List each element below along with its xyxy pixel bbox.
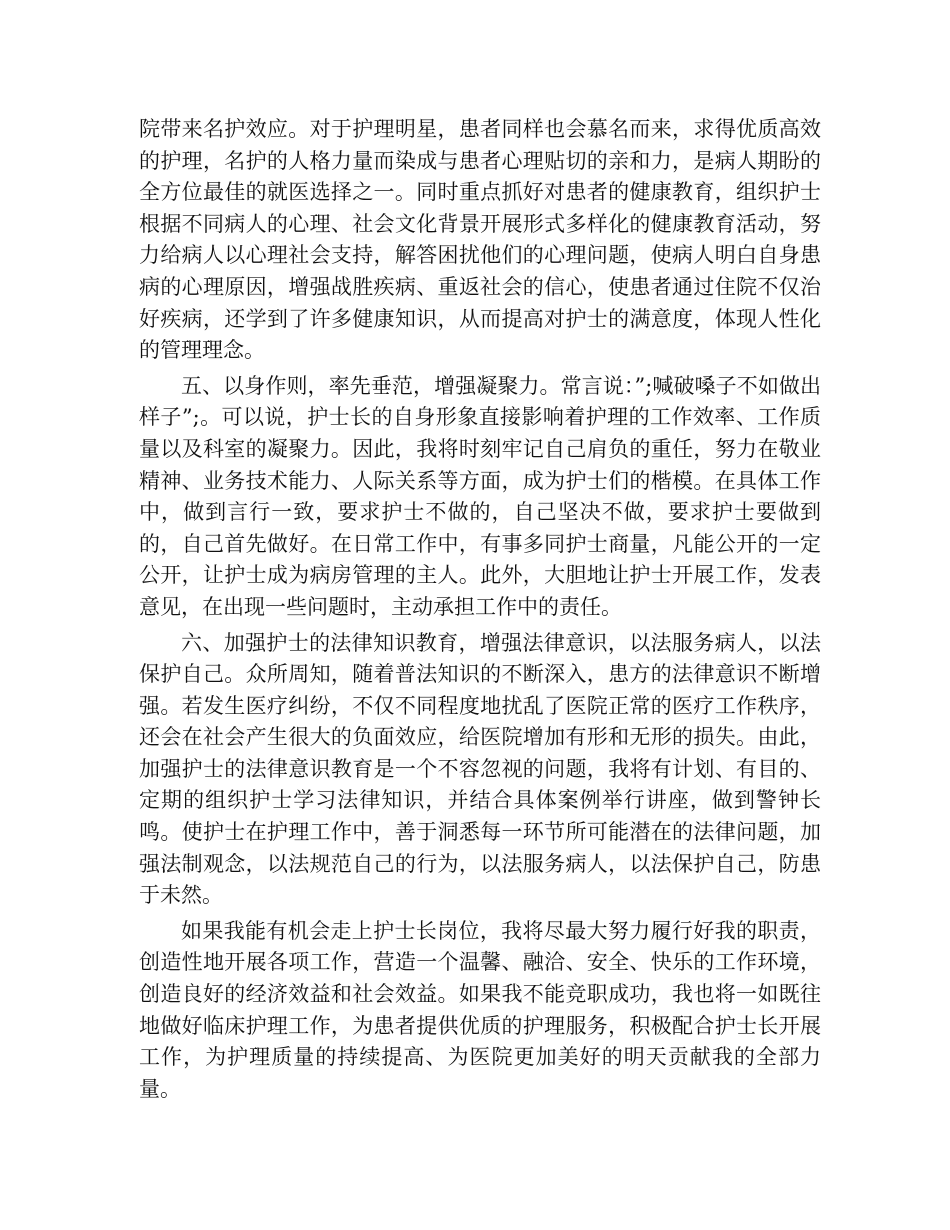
paragraph-section-five: 五、以身作则，率先垂范，增强凝聚力。常言说：”;喊破嗓子不如做出样子”;。可以说，护士长的自身形象直接影响着护理的工作效率、工作质量以及科室的凝聚力。因此，我将时刻牢记自己肩负的重任，努力在敬业精神、业务技术能力、人际关系等方面，成为护士们的楷模。在具体工作中，做到言行一致，要求护士不做的，自己坚决不做，要求护士要做到的，自己首先做好。在日常工作中，有事多同护士商量，凡能公开的一定公开，让护士成为病房管理的主人。此外，大胆地让护士开展工作，发表意见，在出现一些问题时，主动承担工作中的责任。	[139, 373, 821, 619]
paragraph-section-six: 六、加强护士的法律知识教育，增强法律意识，以法服务病人，以法保护自己。众所周知，随着普法知识的不断深入，患方的法律意识不断增强。若发生医疗纠纷，不仅不同程度地扰乱了医院正常的医疗工作秩序，还会在社会产生很大的负面效应，给医院增加有形和无形的损失。由此，加强护士的法律意识教育是一个不容忽视的问题，我将有计划、有目的、定期的组织护士学习法律知识，并结合具体案例举行讲座，做到警钟长鸣。使护士在护理工作中，善于洞悉每一环节所可能潜在的法律问题，加强法制观念，以法规范自己的行为，以法服务病人，以法保护自己，防患于未然。	[139, 630, 821, 908]
paragraph-conclusion: 如果我能有机会走上护士长岗位，我将尽最大努力履行好我的职责，创造性地开展各项工作，营造一个温馨、融洽、安全、快乐的工作环境，创造良好的经济效益和社会效益。如果我不能竞职成功，我也将一如既往地做好临床护理工作，为患者提供优质的护理服务，积极配合护士长开展工作，为护理质量的持续提高、为医院更加美好的明天贡献我的全部力量。	[139, 918, 821, 1101]
document-body	[139, 114, 821, 1109]
paragraph-continuation: 院带来名护效应。对于护理明星，患者同样也会慕名而来，求得优质高效的护理，名护的人格力量而染成与患者心理贴切的亲和力，是病人期盼的全方位最佳的就医选择之一。同时重点抓好对患者的健康教育，组织护士根据不同病人的心理、社会文化背景开展形式多样化的健康教育活动，努力给病人以心理社会支持，解答困扰他们的心理问题，使病人明白自身患病的心理原因，增强战胜疾病、重返社会的信心，使患者通过住院不仅治好疾病，还学到了许多健康知识，从而提高对护士的满意度，体现人性化的管理理念。	[139, 117, 821, 363]
